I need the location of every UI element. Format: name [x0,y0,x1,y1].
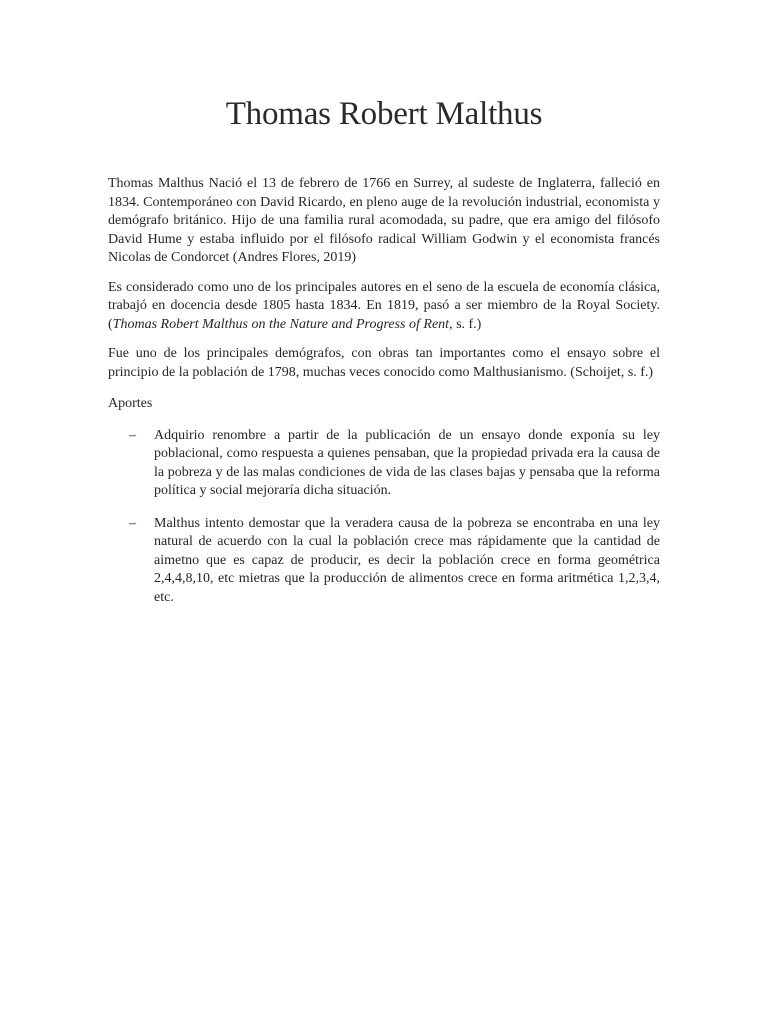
paragraph-career-text: Es considerado como uno de los principales autores en el seno de la escuela de economía clásica, trabajó en docencia desde 1805 hasta 1834. En 1819, pasó a ser miembro de la Royal Society. ( [108,279,660,332]
bullet-dash: – [129,427,136,443]
bullet-dash: – [129,515,136,531]
page-title: Thomas Robert Malthus [225,96,543,132]
document-body [108,175,660,621]
paragraph-biography: Thomas Malthus Nació el 13 de febrero de 1766 en Surrey, al sudeste de Inglaterra, falleció en 1834. Contemporáneo con David Ricardo, en pleno auge de la revolución industrial, economista y demógrafo británico. Hijo de una familia rural acomodada, su padre, que era amigo del filósofo David Hume y estaba influido por el filósofo radical William Godwin y el economista francés Nicolas de Condorcet (Andres Flores, 2019) [108,176,660,265]
list-item [108,427,660,501]
paragraph-demography: Fue uno de los principales demógrafos, con obras tan importantes como el ensayo sobre el principio de la población de 1798, muchas veces conocido como Malthusianismo. (Schoijet, s. f.) [108,346,660,380]
citation-end: , s. f.) [449,316,482,332]
paragraph-career [108,279,660,335]
citation-title: Thomas Robert Malthus on the Nature and Progress of Rent [112,316,450,332]
list-item-text: Adquirio renombre a partir de la publicación de un ensayo donde exponía su ley poblacional, como respuesta a quienes pensaban, que la propiedad privada era la causa de la pobreza y de las malas condiciones de vida de las clases bajas y pensaba que la reforma política y social mejoraría dicha situación. [154,427,660,498]
aportes-heading: Aportes [108,396,153,411]
list-item-text: Malthus intento demostar que la veradera causa de la pobreza se encontraba en una ley natural de acuerdo con la cual la población crece mas rápidamente que la cantidad de aimetno que es capaz de producir, es decir la población crece en forma geométrica 2,4,4,8,10, etc mietras que la producción de alimentos crece en forma aritmética 1,2,3,4, etc. [154,515,660,605]
list-item [108,515,660,608]
